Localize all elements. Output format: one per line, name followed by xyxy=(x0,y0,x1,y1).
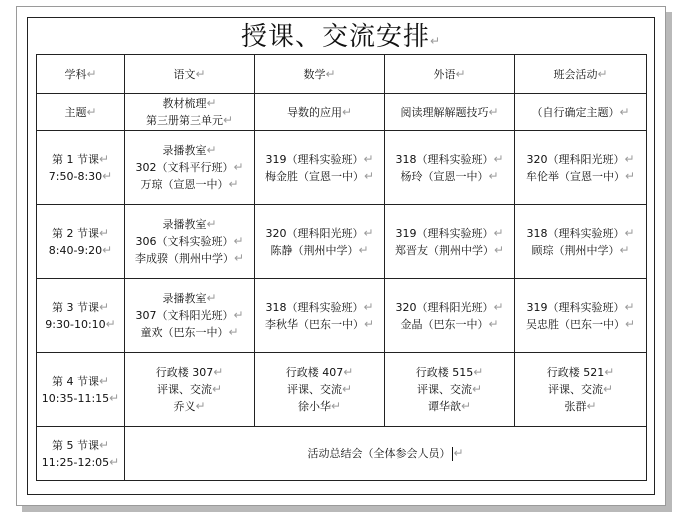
schedule-cell[interactable] xyxy=(385,279,515,353)
schedule-cell[interactable] xyxy=(125,131,255,205)
period-row xyxy=(37,279,647,353)
schedule-cell[interactable] xyxy=(125,205,255,279)
line-break-icon: ↵ xyxy=(624,151,635,166)
paragraph-mark-icon: ↵ xyxy=(330,399,342,413)
topic-cell[interactable] xyxy=(255,94,385,131)
cell-text-line: 319（理科实验班）↵ xyxy=(395,225,504,240)
line-break-icon: ↵ xyxy=(363,225,374,240)
cell-text-line: 童欢（巴东一中）↵ xyxy=(140,325,239,339)
paragraph-mark-icon: ↵ xyxy=(597,66,608,81)
schedule-cell[interactable] xyxy=(125,353,255,427)
header-subject[interactable] xyxy=(37,55,125,94)
schedule-table xyxy=(36,54,647,481)
line-break-icon: ↵ xyxy=(233,234,244,248)
paragraph-mark-icon: ↵ xyxy=(488,104,499,119)
paragraph-mark-icon: ↵ xyxy=(624,316,636,331)
header-cell[interactable] xyxy=(125,55,255,94)
cell-text-line: 10:35-11:15↵ xyxy=(41,390,120,405)
header-cell[interactable] xyxy=(515,55,647,94)
paragraph-mark-icon: ↵ xyxy=(195,399,206,413)
cell-text-line: （自行确定主题）↵ xyxy=(531,104,630,119)
line-break-icon: ↵ xyxy=(624,225,635,240)
cell-text-line: 第三册第三单元↵ xyxy=(145,113,234,127)
paragraph-mark-icon: ↵ xyxy=(624,168,636,183)
paragraph-mark-icon: ↵ xyxy=(233,251,245,265)
line-break-icon: ↵ xyxy=(233,308,244,322)
period-row xyxy=(37,205,647,279)
cell-text-line: 录播教室↵ xyxy=(162,217,217,231)
cell-text-line: 第 3 节课↵ xyxy=(51,299,110,314)
cell-text-line: 评课、交流↵ xyxy=(156,382,223,396)
header-row xyxy=(37,55,647,94)
line-break-icon: ↵ xyxy=(206,217,217,231)
line-break-icon: ↵ xyxy=(343,365,354,379)
cell-text-line: 第 4 节课↵ xyxy=(51,373,110,388)
paragraph-mark-icon: ↵ xyxy=(455,66,466,81)
paragraph-mark-icon: ↵ xyxy=(429,34,442,48)
cell-text-line: 行政楼 515↵ xyxy=(415,365,484,379)
paragraph-mark-icon: ↵ xyxy=(86,104,97,119)
cell-text-line: 万琼（宣恩一中）↵ xyxy=(140,177,239,191)
paragraph-mark-icon: ↵ xyxy=(358,242,369,257)
paragraph-mark-icon: ↵ xyxy=(586,399,597,413)
line-break-icon: ↵ xyxy=(206,96,217,110)
schedule-cell[interactable] xyxy=(385,205,515,279)
header-cell[interactable] xyxy=(385,55,515,94)
schedule-cell[interactable] xyxy=(385,353,515,427)
cell-text-line: 录播教室↵ xyxy=(162,291,217,305)
paragraph-mark-icon: ↵ xyxy=(619,242,630,257)
cell-text-line: 语文↵ xyxy=(173,66,206,81)
paragraph-mark-icon: ↵ xyxy=(228,177,239,191)
paragraph-mark-icon: ↵ xyxy=(460,399,472,413)
cell-text-line: 320（理科阳光班）↵ xyxy=(526,151,635,166)
cell-text-line: 学科↵ xyxy=(64,66,97,81)
cell-text-line: 张群↵ xyxy=(564,399,597,413)
line-break-icon: ↵ xyxy=(98,437,110,452)
cell-text-line: 第 2 节课↵ xyxy=(51,225,110,240)
cell-text-line: 导数的应用↵ xyxy=(286,104,353,119)
line-break-icon: ↵ xyxy=(98,373,110,388)
cell-text-line: 7:50-8:30↵ xyxy=(48,168,113,183)
line-break-icon: ↵ xyxy=(493,225,504,240)
document-page[interactable] xyxy=(16,6,666,506)
cell-text-line: 李秋华（巴东一中）↵ xyxy=(264,316,375,331)
paragraph-mark-icon: ↵ xyxy=(195,66,206,81)
schedule-cell[interactable] xyxy=(515,205,647,279)
paragraph-mark-icon: ↵ xyxy=(363,316,375,331)
topic-cell[interactable] xyxy=(385,94,515,131)
summary-meeting-cell[interactable] xyxy=(125,427,647,481)
cell-text-line: 谭华歆↵ xyxy=(427,399,472,413)
line-break-icon: ↵ xyxy=(363,151,374,166)
cell-text-line: 行政楼 307↵ xyxy=(155,365,224,379)
paragraph-mark-icon: ↵ xyxy=(109,454,120,469)
cell-text-line: 李成骙（荆州中学）↵ xyxy=(134,251,245,265)
title-text: 授课、交流安排 xyxy=(240,22,430,52)
line-break-icon: ↵ xyxy=(341,382,353,396)
paragraph-mark-icon: ↵ xyxy=(619,104,630,119)
schedule-cell[interactable] xyxy=(255,205,385,279)
cell-text-line: 阅读理解解题技巧↵ xyxy=(400,104,499,119)
paragraph-mark-icon: ↵ xyxy=(105,316,116,331)
cell-text-line: 评课、交流↵ xyxy=(416,382,483,396)
paragraph-mark-icon: ↵ xyxy=(493,242,505,257)
line-break-icon: ↵ xyxy=(213,365,224,379)
line-break-icon: ↵ xyxy=(211,382,223,396)
schedule-cell[interactable] xyxy=(125,279,255,353)
cell-text-line: 主题↵ xyxy=(64,104,97,119)
cell-text-line: 郑晋友（荆州中学）↵ xyxy=(394,242,505,257)
cell-text-line: 318（理科实验班）↵ xyxy=(526,225,635,240)
cell-text-line: 班会活动↵ xyxy=(553,66,608,81)
topic-row xyxy=(37,94,647,131)
line-break-icon: ↵ xyxy=(98,225,110,240)
cell-text-line: 牟伦举（宣恩一中）↵ xyxy=(525,168,636,183)
topic-cell[interactable] xyxy=(515,94,647,131)
schedule-cell[interactable] xyxy=(255,353,385,427)
summary-meeting-text: 活动总结会（全体参会人员） xyxy=(307,447,451,460)
line-break-icon: ↵ xyxy=(493,151,504,166)
schedule-cell[interactable] xyxy=(515,131,647,205)
cell-text-line: 11:25-12:05↵ xyxy=(41,454,120,469)
cell-text-line: 行政楼 521↵ xyxy=(546,365,615,379)
paragraph-mark-icon: ↵ xyxy=(488,316,499,331)
paragraph-mark-icon: ↵ xyxy=(488,168,499,183)
period-label[interactable] xyxy=(37,131,125,205)
cell-text-line: 外语↵ xyxy=(433,66,466,81)
period-label[interactable] xyxy=(37,353,125,427)
schedule-cell[interactable] xyxy=(255,131,385,205)
topic-cell[interactable] xyxy=(125,94,255,131)
period-row xyxy=(37,131,647,205)
period-row xyxy=(37,353,647,427)
cell-text-line: 徐小华↵ xyxy=(297,399,342,413)
line-break-icon: ↵ xyxy=(98,151,110,166)
line-break-icon: ↵ xyxy=(471,382,483,396)
paragraph-mark-icon: ↵ xyxy=(109,390,120,405)
paragraph-mark-icon: ↵ xyxy=(325,66,336,81)
paragraph-mark-icon: ↵ xyxy=(222,113,234,127)
cell-text-line: 陈静（荆州中学）↵ xyxy=(270,242,369,257)
cell-text-line: 第 1 节课↵ xyxy=(51,151,110,166)
cell-text-line: 319（理科实验班）↵ xyxy=(265,151,374,166)
cell-text-line: 乔义↵ xyxy=(173,399,206,413)
line-break-icon: ↵ xyxy=(604,365,615,379)
line-break-icon: ↵ xyxy=(98,299,110,314)
cell-text-line: 306（文科实验班）↵ xyxy=(135,234,244,248)
schedule-cell[interactable] xyxy=(515,353,647,427)
cell-text-line: 第 5 节课↵ xyxy=(51,437,110,452)
paragraph-mark-icon: ↵ xyxy=(363,168,375,183)
cell-text-line: 数学↵ xyxy=(303,66,336,81)
cell-text-line: 评课、交流↵ xyxy=(547,382,614,396)
paragraph-mark-icon: ↵ xyxy=(341,104,353,119)
paragraph-mark-icon: ↵ xyxy=(86,66,97,81)
cell-text-line: 9:30-10:10↵ xyxy=(45,316,116,331)
paragraph-mark-icon: ↵ xyxy=(453,446,464,460)
topic-label[interactable] xyxy=(37,94,125,131)
line-break-icon: ↵ xyxy=(602,382,614,396)
cell-text-line: 307（文科阳光班）↵ xyxy=(135,308,244,322)
cell-text-line: 320（理科阳光班）↵ xyxy=(265,225,374,240)
cell-text-line: 318（理科实验班）↵ xyxy=(265,299,374,314)
cell-text-line: 8:40-9:20↵ xyxy=(48,242,113,257)
cell-text-line: 梅金胜（宣恩一中）↵ xyxy=(264,168,375,183)
final-period-row xyxy=(37,427,647,481)
cell-text-line: 杨玲（宣恩一中）↵ xyxy=(400,168,499,183)
cell-text-line: 319（理科实验班）↵ xyxy=(526,299,635,314)
line-break-icon: ↵ xyxy=(233,160,244,174)
line-break-icon: ↵ xyxy=(473,365,484,379)
page-title[interactable] xyxy=(17,17,665,57)
line-break-icon: ↵ xyxy=(493,299,504,314)
header-cell[interactable] xyxy=(255,55,385,94)
cell-text-line: 教材梳理↵ xyxy=(162,96,217,110)
paragraph-mark-icon: ↵ xyxy=(102,242,113,257)
schedule-cell[interactable] xyxy=(515,279,647,353)
cell-text-line: 金晶（巴东一中）↵ xyxy=(400,316,499,331)
period-label[interactable] xyxy=(37,279,125,353)
cell-text-line: 302（文科平行班）↵ xyxy=(135,160,244,174)
period-label[interactable] xyxy=(37,427,125,481)
schedule-cell[interactable] xyxy=(385,131,515,205)
cell-text-line: 评课、交流↵ xyxy=(286,382,353,396)
line-break-icon: ↵ xyxy=(206,291,217,305)
cell-text-line: 320（理科阳光班）↵ xyxy=(395,299,504,314)
cell-text-line: 行政楼 407↵ xyxy=(285,365,354,379)
line-break-icon: ↵ xyxy=(206,143,217,157)
paragraph-mark-icon: ↵ xyxy=(102,168,113,183)
schedule-cell[interactable] xyxy=(255,279,385,353)
cell-text-line: 录播教室↵ xyxy=(162,143,217,157)
paragraph-mark-icon: ↵ xyxy=(228,325,239,339)
period-label[interactable] xyxy=(37,205,125,279)
line-break-icon: ↵ xyxy=(363,299,374,314)
line-break-icon: ↵ xyxy=(624,299,635,314)
cell-text-line: 318（理科实验班）↵ xyxy=(395,151,504,166)
cell-text-line: 顾琮（荆州中学）↵ xyxy=(531,242,630,257)
cell-text-line: 吴忠胜（巴东一中）↵ xyxy=(525,316,636,331)
